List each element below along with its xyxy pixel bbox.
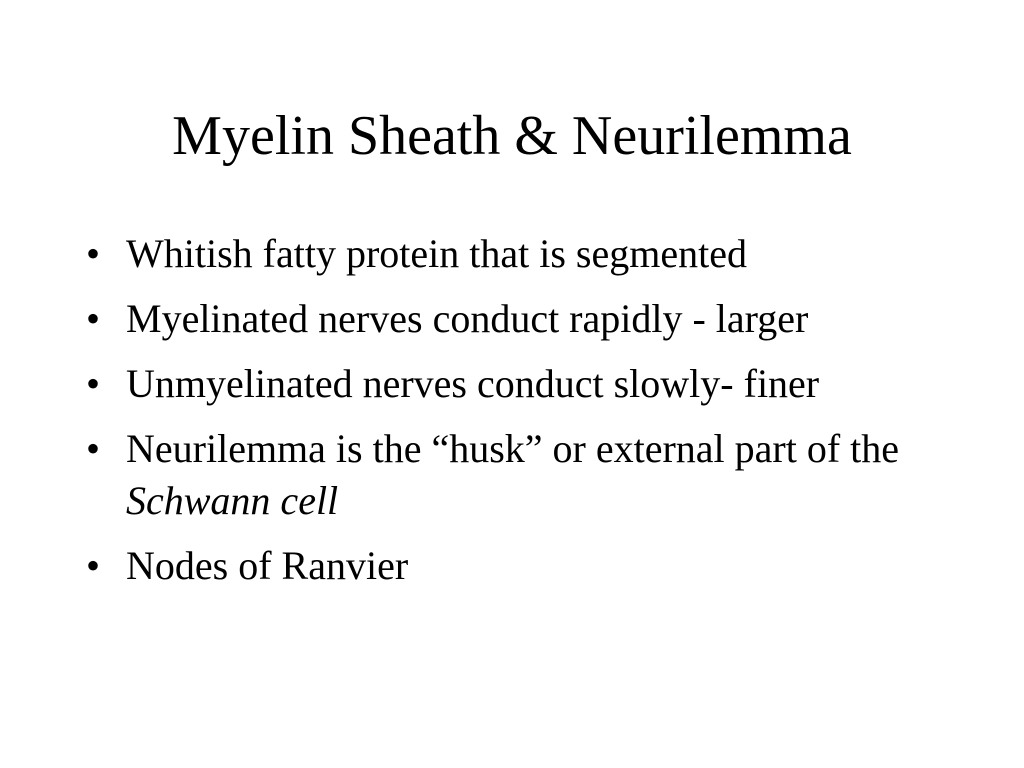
bullet-text: Whitish fatty protein that is segmented <box>126 231 747 276</box>
slide-title: Myelin Sheath & Neurilemma <box>172 105 852 167</box>
bullet-text: Unmyelinated nerves conduct slowly- finer <box>126 361 820 406</box>
bullet-dot-icon: • <box>86 543 101 588</box>
bullet-dot-icon: • <box>86 231 101 276</box>
bullet-item <box>86 228 946 280</box>
bullet-list <box>86 228 946 605</box>
bullet-text: Myelinated nerves conduct rapidly - larger <box>126 296 809 341</box>
bullet-item <box>86 358 946 410</box>
bullet-item <box>86 423 946 527</box>
bullet-dot-icon: • <box>86 296 101 341</box>
bullet-text-with-emphasis <box>126 423 946 527</box>
bullet-item <box>86 293 946 345</box>
bullet-text-plain: Neurilemma is the “husk” or external part of the <box>126 426 900 471</box>
bullet-item <box>86 540 946 592</box>
bullet-text: Nodes of Ranvier <box>126 543 409 588</box>
bullet-dot-icon: • <box>86 426 101 471</box>
bullet-dot-icon: • <box>86 361 101 406</box>
bullet-text-italic: Schwann cell <box>126 478 339 523</box>
